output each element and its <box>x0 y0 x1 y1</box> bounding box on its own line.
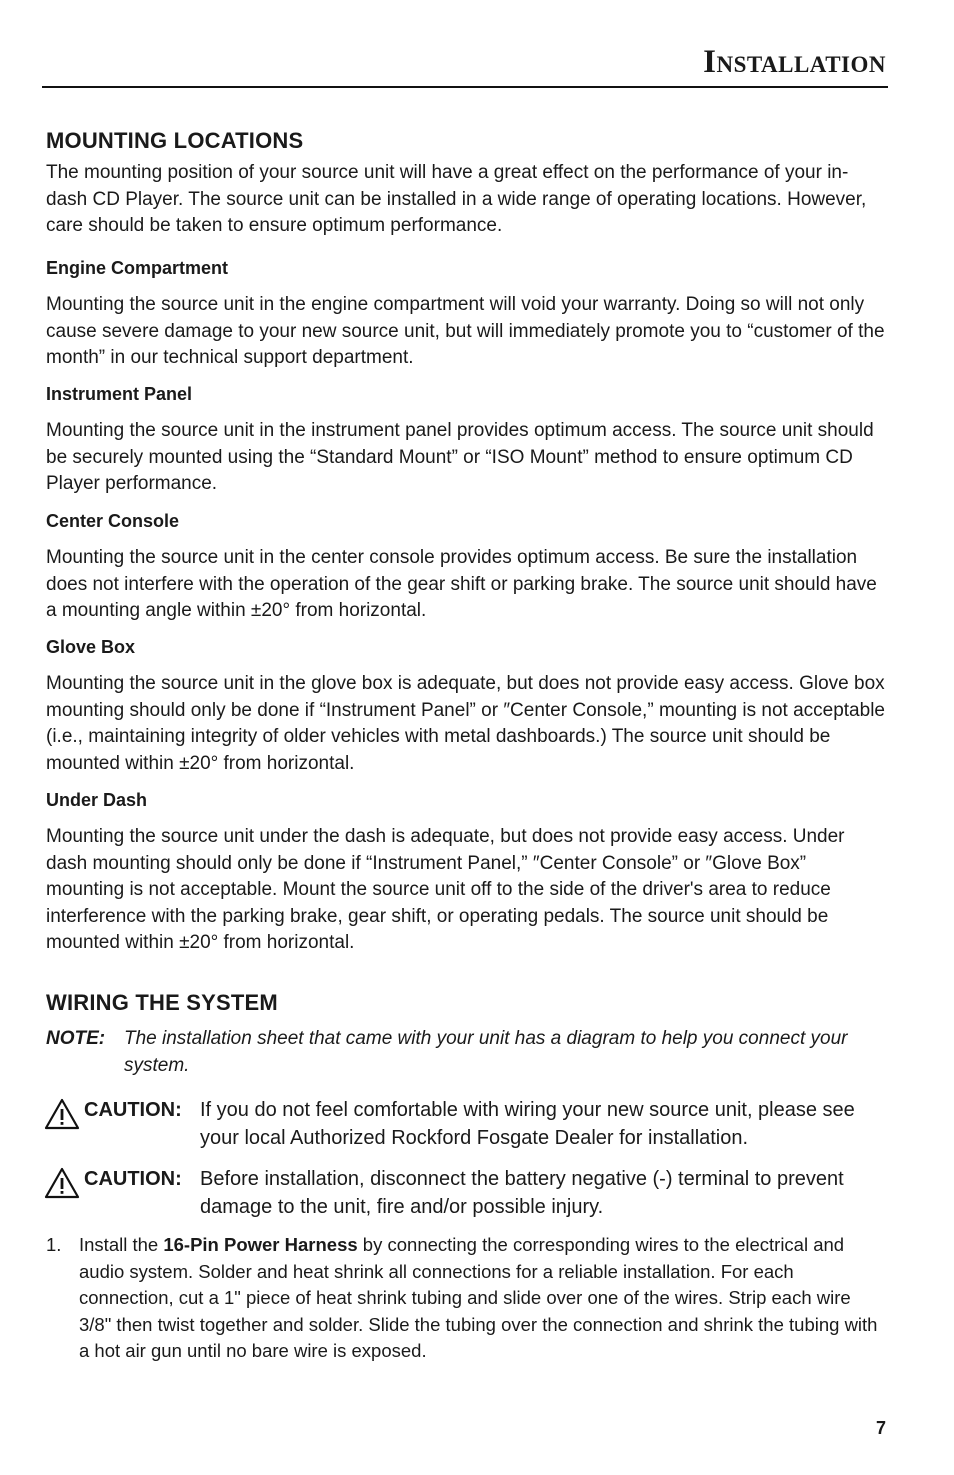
note <box>46 1026 888 1079</box>
step-text <box>79 1232 888 1365</box>
mounting-item-underdash <box>46 787 888 957</box>
text-engine: Mounting the source unit in the engine compartment will void your warranty. Doing so will not only cause severe damage to your new source unit, but will immediately promote you to “customer of the month” in our technical support department. <box>46 294 885 368</box>
warning-triangle-icon <box>44 1098 84 1138</box>
note-label: NOTE: <box>46 1028 106 1049</box>
step-text-pre: Install the <box>79 1234 164 1255</box>
caution-2 <box>44 1165 886 1221</box>
page-number: 7 <box>875 1418 886 1438</box>
mounting-item-glovebox <box>46 634 888 777</box>
subhead-glovebox: Glove Box <box>46 637 136 657</box>
step-text-bold: 16-Pin Power Harness <box>163 1234 358 1255</box>
warning-triangle-icon <box>44 1167 84 1207</box>
caution-text: Before installation, disconnect the battery negative (-) terminal to prevent damage to the unit, fire and/or possible injury. <box>200 1168 844 1218</box>
step-number: 1. <box>46 1234 62 1255</box>
mounting-item-engine <box>46 255 888 372</box>
text-glovebox: Mounting the source unit in the glove box is adequate, but does not provide easy access. Glove box mounting should only be done if “Instrument Panel” or ″Center Console,” mounting is not acceptable (i.e., maintaining integrity of older vehicles with metal dashboards.) The source unit should be mounted within ±20° from horizontal. <box>46 673 885 774</box>
mounting-section <box>46 128 888 240</box>
text-instrument: Mounting the source unit in the instrument panel provides optimum access. The source unit should be securely mounted using the “Standard Mount” or “ISO Mount” method to ensure optimum CD Player performance. <box>46 420 874 494</box>
wiring-heading: WIRING THE SYSTEM <box>46 990 278 1015</box>
step-text-post: by connecting the corresponding wires to the electrical and audio system. Solder and heat shrink all connections for a reliable installation. For each connection, cut a 1" piece of heat shrink tubing and slide over one of the wires. Strip each wire 3/8" then twist together and solder. Slide the tubing over the connection and shrink the tubing with a hot air gun until no bare wire is exposed. <box>79 1234 878 1361</box>
subhead-instrument: Instrument Panel <box>46 384 193 404</box>
subhead-engine: Engine Compartment <box>46 258 229 278</box>
page-title: Installation <box>703 44 886 80</box>
mounting-item-instrument <box>46 381 888 498</box>
text-center: Mounting the source unit in the center console provides optimum access. Be sure the installation does not interfere with the operation of the gear shift or parking brake. The source unit should have a mounting angle within ±20° from horizontal. <box>46 547 877 621</box>
wiring-section <box>46 990 888 1079</box>
mounting-item-center <box>46 508 888 625</box>
subhead-center: Center Console <box>46 511 180 531</box>
page-header <box>42 38 888 88</box>
caution-1 <box>44 1096 886 1152</box>
subhead-underdash: Under Dash <box>46 790 148 810</box>
caution-text: If you do not feel comfortable with wiring your new source unit, please see your local Authorized Rockford Fosgate Dealer for installation. <box>200 1099 855 1149</box>
text-underdash: Mounting the source unit under the dash is adequate, but does not provide easy access. Under dash mounting should only be done if “Instrument Panel,” ″Center Console” or ″Glove Box” mounting is not acceptable. Mount the source unit off to the side of the driver's area to reduce interference with the parking brake, gear shift, or operating pedals. The source unit should be mounted within ±20° from horizontal. <box>46 826 845 953</box>
note-text: The installation sheet that came with your unit has a diagram to help you connect your system. <box>124 1028 848 1076</box>
caution-label: CAUTION: <box>84 1099 182 1121</box>
step-1 <box>46 1232 888 1365</box>
mounting-intro: The mounting position of your source unit will have a great effect on the performance of your in-dash CD Player. The source unit can be installed in a wide range of operating locations. However, care should be taken to ensure optimum performance. <box>46 162 867 236</box>
caution-label: CAUTION: <box>84 1168 182 1190</box>
mounting-heading: MOUNTING LOCATIONS <box>46 128 304 153</box>
